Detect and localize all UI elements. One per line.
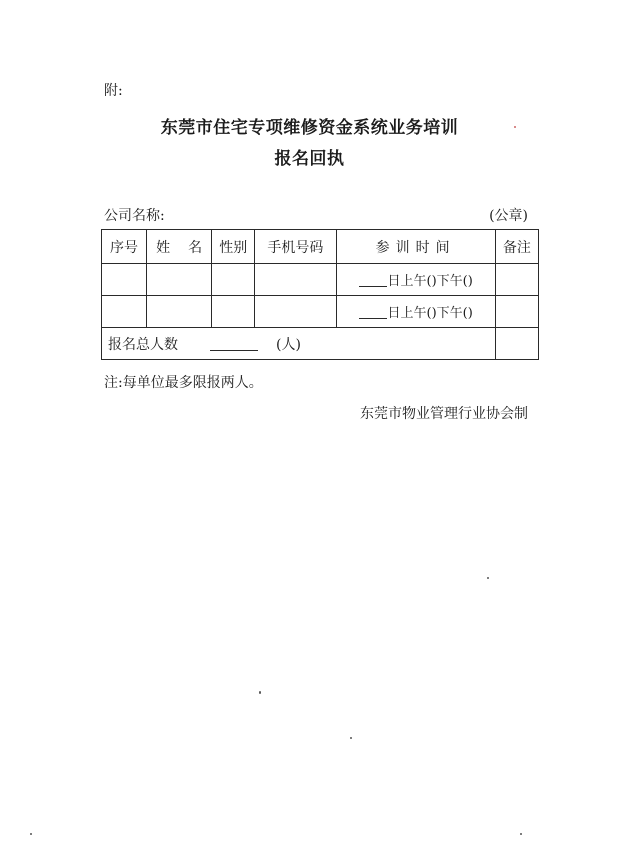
scan-speck [514,126,516,128]
cell-phone[interactable] [255,264,336,296]
header-note: 备注 [495,230,538,264]
document-title: 东莞市住宅专项维修资金系统业务培训 [160,118,459,138]
header-name [147,230,212,264]
cell-gender[interactable] [212,296,255,328]
cell-training-time[interactable] [336,264,495,296]
registration-table [101,229,539,360]
seal-label: (公章) [489,208,528,224]
total-count-blank[interactable] [210,338,258,351]
header-name-part1: 姓 [156,239,171,256]
cell-name[interactable] [147,296,212,328]
cell-training-time[interactable] [336,296,495,328]
scan-speck [259,691,261,694]
cell-name[interactable] [147,264,212,296]
cell-seq[interactable] [102,296,147,328]
header-training-time: 参训时间 [336,230,495,264]
total-cell [102,328,496,360]
header-seq: 序号 [102,230,147,264]
table-row [102,264,539,296]
total-unit: (人) [276,336,301,353]
date-blank[interactable] [359,306,387,319]
cell-gender[interactable] [212,264,255,296]
table-header-row [102,230,539,264]
company-row [104,205,528,225]
cell-seq[interactable] [102,264,147,296]
total-note-cell[interactable] [495,328,538,360]
attachment-label: 附: [104,83,123,99]
cell-phone[interactable] [255,296,336,328]
total-row [102,328,539,360]
cell-note[interactable] [495,264,538,296]
session-text: 日上午()下午() [387,274,473,289]
header-phone: 手机号码 [255,230,336,264]
document-subtitle: 报名回执 [274,149,345,169]
company-name-label: 公司名称: [104,208,165,224]
organizer-line: 东莞市物业管理行业协会制 [360,406,528,422]
total-label: 报名总人数 [108,336,178,353]
session-text: 日上午()下午() [387,306,473,321]
scan-speck [30,833,32,835]
cell-note[interactable] [495,296,538,328]
header-gender: 性别 [212,230,255,264]
date-blank[interactable] [359,274,387,287]
scan-speck [487,577,489,579]
scan-speck [520,833,522,835]
header-name-part2: 名 [188,239,203,256]
table-row [102,296,539,328]
footnote: 注:每单位最多限报两人。 [104,375,263,391]
scan-speck [350,737,352,739]
